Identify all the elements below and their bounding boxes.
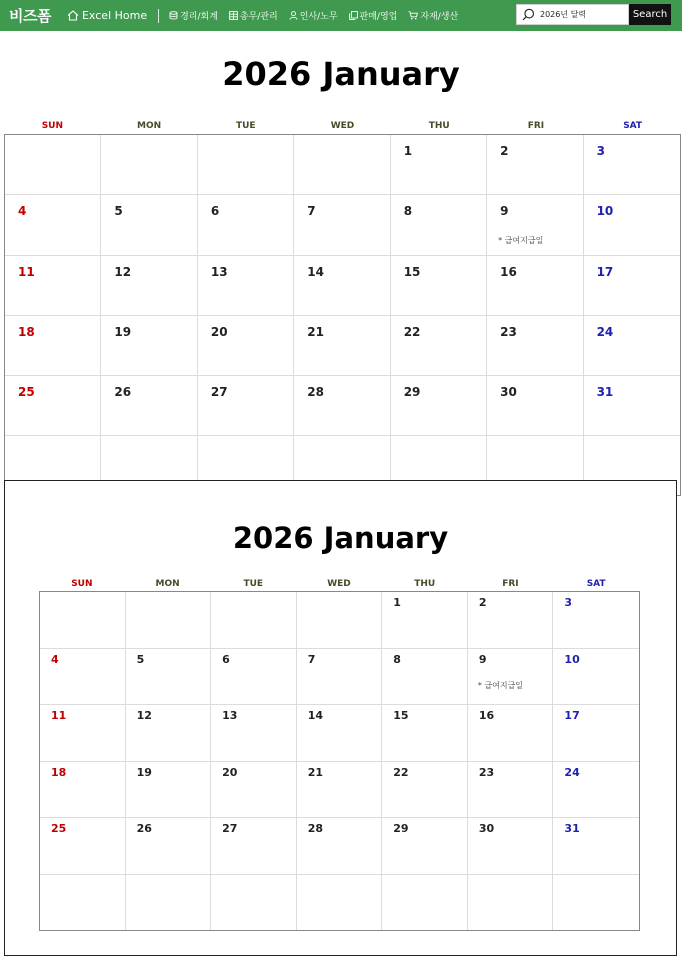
nav-accounting[interactable] [169, 9, 218, 22]
calendar-day-cell[interactable] [553, 875, 639, 931]
weekday-label: TUE [235, 121, 256, 131]
calendar-day-cell[interactable] [553, 818, 639, 875]
preview-weekday-header [39, 579, 639, 589]
day-number: 28 [307, 822, 324, 836]
day-number: 3 [564, 596, 573, 609]
day-number: 29 [403, 385, 421, 400]
day-number: 2 [500, 144, 509, 158]
calendar-day-cell[interactable] [294, 376, 390, 436]
calendar-day-cell[interactable] [126, 649, 212, 706]
calendar-grid [4, 134, 681, 496]
day-number: 30 [478, 822, 495, 836]
day-number: 13 [210, 264, 228, 279]
calendar-day-cell[interactable] [5, 376, 101, 436]
calendar-day-cell[interactable] [40, 875, 126, 931]
search-input[interactable] [540, 10, 620, 19]
weekday-label: THU [414, 579, 436, 589]
calendar-day-cell[interactable] [487, 376, 583, 436]
day-number: 13 [222, 709, 238, 723]
day-number: 27 [210, 385, 228, 400]
weekday-label: SUN [71, 579, 93, 589]
day-number: 26 [114, 385, 132, 400]
day-number: 22 [403, 324, 421, 339]
calendar-day-cell[interactable] [126, 875, 212, 931]
preview-calendar-title: 2026 January [232, 521, 449, 555]
nav-admin[interactable] [229, 9, 278, 22]
calendar-day-cell[interactable] [198, 316, 294, 376]
calendar-day-cell[interactable] [468, 649, 554, 706]
calendar-day-cell[interactable] [382, 875, 468, 931]
documents-icon [349, 11, 358, 20]
calendar-day-cell[interactable] [101, 135, 197, 195]
calendar-day-cell[interactable] [584, 316, 680, 376]
payday-memo: * 급여지급일 [498, 236, 544, 246]
calendar-day-cell[interactable] [553, 705, 639, 762]
weekday-label: MON [155, 579, 180, 589]
day-number: 4 [18, 204, 27, 219]
table-icon [229, 11, 238, 20]
calendar-day-cell[interactable] [584, 256, 680, 316]
calendar-day-cell[interactable] [553, 592, 639, 649]
calendar-day-cell[interactable] [297, 762, 383, 819]
calendar-day-cell[interactable] [101, 316, 197, 376]
weekday-label: SAT [586, 579, 606, 589]
person-icon [289, 11, 298, 20]
payday-memo: * 급여지급일 [477, 680, 524, 690]
calendar-day-cell[interactable] [211, 592, 297, 649]
calendar-day-cell[interactable] [198, 256, 294, 316]
database-icon [169, 11, 178, 20]
weekday-label: THU [428, 121, 450, 131]
search-icon [522, 8, 535, 21]
calendar-day-cell[interactable] [391, 135, 487, 195]
calendar-day-cell[interactable] [382, 818, 468, 875]
weekday-label: WED [330, 121, 355, 131]
day-number: 6 [222, 652, 230, 666]
calendar-day-cell[interactable] [126, 705, 212, 762]
site-logo[interactable]: 비즈폼 [9, 7, 51, 25]
calendar-day-cell[interactable] [297, 875, 383, 931]
day-number: 9 [500, 204, 509, 219]
top-nav-bar [0, 0, 682, 31]
calendar-day-cell[interactable] [391, 256, 487, 316]
calendar-day-cell[interactable] [198, 376, 294, 436]
day-number: 12 [136, 709, 152, 723]
calendar-day-cell[interactable] [297, 818, 383, 875]
calendar-day-cell[interactable] [382, 649, 468, 706]
nav-sales[interactable] [349, 9, 398, 22]
search-bar [516, 4, 671, 25]
calendar-day-cell[interactable] [5, 135, 101, 195]
day-number: 4 [51, 652, 59, 666]
calendar-day-cell[interactable] [382, 592, 468, 649]
calendar-day-cell[interactable] [40, 818, 126, 875]
day-number: 26 [136, 822, 152, 836]
day-number: 7 [307, 204, 316, 219]
day-number: 28 [307, 385, 324, 400]
calendar-day-cell[interactable] [198, 195, 294, 255]
day-number: 10 [564, 652, 580, 666]
calendar-day-cell[interactable] [211, 649, 297, 706]
nav-production[interactable] [408, 9, 458, 22]
day-number: 14 [307, 709, 324, 723]
day-number: 14 [307, 264, 324, 279]
calendar-day-cell[interactable] [297, 705, 383, 762]
search-button[interactable]: Search [629, 4, 671, 25]
search-box[interactable] [516, 4, 629, 25]
day-number: 5 [136, 652, 145, 666]
day-number: 24 [564, 765, 580, 779]
calendar-day-cell[interactable] [391, 376, 487, 436]
day-number: 17 [596, 264, 614, 279]
calendar-day-cell[interactable] [211, 705, 297, 762]
calendar-day-cell[interactable] [126, 818, 212, 875]
calendar-day-cell[interactable] [468, 875, 554, 931]
day-number: 19 [136, 765, 152, 779]
weekday-label: MON [136, 121, 162, 131]
cart-icon [408, 11, 418, 20]
calendar-day-cell[interactable] [294, 256, 390, 316]
day-number: 1 [403, 144, 413, 158]
day-number: 6 [210, 204, 220, 219]
day-number: 17 [564, 709, 580, 723]
calendar-day-cell[interactable] [101, 376, 197, 436]
calendar-day-cell[interactable] [468, 762, 554, 819]
weekday-header [4, 121, 681, 131]
calendar-day-cell[interactable] [553, 649, 639, 706]
weekday-label: WED [327, 579, 351, 589]
day-number: 1 [393, 596, 401, 609]
home-icon [67, 10, 79, 21]
day-number: 11 [51, 709, 67, 723]
calendar-day-cell[interactable] [391, 195, 487, 255]
calendar-day-cell[interactable] [391, 316, 487, 376]
calendar-day-cell[interactable] [584, 376, 680, 436]
day-number: 20 [210, 324, 228, 339]
day-number: 3 [596, 144, 605, 158]
day-number: 15 [393, 709, 409, 723]
calendar-day-cell[interactable] [468, 705, 554, 762]
day-number: 16 [478, 709, 495, 723]
calendar-day-cell[interactable] [40, 649, 126, 706]
day-number: 15 [403, 264, 421, 279]
day-number: 24 [596, 324, 614, 339]
day-number: 10 [596, 204, 614, 219]
calendar-day-cell[interactable] [5, 316, 101, 376]
calendar-day-cell[interactable] [211, 875, 297, 931]
calendar-day-cell[interactable] [40, 705, 126, 762]
day-number: 25 [18, 385, 35, 400]
calendar-day-cell[interactable] [553, 762, 639, 819]
day-number: 18 [51, 765, 67, 779]
calendar-day-cell[interactable] [487, 135, 583, 195]
day-number: 8 [393, 652, 401, 666]
day-number: 8 [403, 204, 413, 219]
day-number: 12 [114, 264, 132, 279]
calendar-day-cell[interactable] [297, 592, 383, 649]
calendar-day-cell[interactable] [5, 256, 101, 316]
day-number: 30 [500, 385, 517, 400]
print-preview-page [4, 480, 677, 956]
day-number: 23 [478, 765, 495, 779]
calendar-day-cell[interactable] [126, 762, 212, 819]
excel-home-link[interactable] [67, 9, 147, 22]
weekday-label: SAT [623, 121, 643, 131]
calendar-day-cell[interactable] [468, 592, 554, 649]
nav-divider [158, 9, 159, 23]
day-number: 31 [596, 385, 614, 400]
calendar-day-cell[interactable] [468, 818, 554, 875]
nav-admin-label: 총무/관리 [239, 12, 278, 22]
calendar-day-cell[interactable] [382, 762, 468, 819]
calendar-day-cell[interactable] [294, 135, 390, 195]
day-number: 16 [500, 264, 517, 279]
calendar-day-cell[interactable] [382, 705, 468, 762]
day-number: 19 [114, 324, 132, 339]
day-number: 23 [500, 324, 517, 339]
preview-calendar-grid [39, 591, 640, 931]
calendar-day-cell[interactable] [211, 818, 297, 875]
nav-sales-label: 판매/영업 [359, 12, 398, 22]
day-number: 31 [564, 822, 580, 836]
calendar-day-cell[interactable] [294, 316, 390, 376]
calendar-day-cell[interactable] [487, 195, 583, 255]
day-number: 29 [393, 822, 409, 836]
excel-home-label: Excel Home [81, 9, 148, 22]
calendar-day-cell[interactable] [40, 762, 126, 819]
day-number: 7 [307, 652, 316, 666]
day-number: 25 [51, 822, 67, 836]
nav-production-label: 자재/생산 [420, 12, 459, 22]
day-number: 21 [307, 765, 324, 779]
calendar-day-cell[interactable] [40, 592, 126, 649]
calendar-day-cell[interactable] [584, 135, 680, 195]
day-number: 2 [478, 596, 487, 609]
calendar-day-cell[interactable] [126, 592, 212, 649]
calendar-day-cell[interactable] [101, 256, 197, 316]
weekday-label: SUN [41, 121, 64, 131]
weekday-label: TUE [243, 579, 264, 589]
calendar-day-cell[interactable] [198, 135, 294, 195]
day-number: 5 [114, 204, 123, 219]
day-number: 11 [18, 264, 35, 279]
calendar-day-cell[interactable] [487, 256, 583, 316]
day-number: 22 [393, 765, 409, 779]
calendar-day-cell[interactable] [101, 195, 197, 255]
calendar-day-cell[interactable] [487, 316, 583, 376]
calendar-day-cell[interactable] [584, 195, 680, 255]
day-number: 21 [307, 324, 324, 339]
calendar-day-cell[interactable] [211, 762, 297, 819]
nav-hr-label: 인사/노무 [299, 12, 338, 22]
nav-hr[interactable] [289, 9, 338, 22]
day-number: 27 [222, 822, 238, 836]
calendar-day-cell[interactable] [5, 195, 101, 255]
nav-accounting-label: 경리/회계 [180, 12, 218, 22]
day-number: 9 [478, 652, 487, 666]
calendar-day-cell[interactable] [297, 649, 383, 706]
calendar-title: 2026 January [222, 55, 460, 93]
weekday-label: FRI [502, 579, 519, 589]
calendar-day-cell[interactable] [294, 195, 390, 255]
day-number: 20 [222, 765, 238, 779]
weekday-label: FRI [527, 121, 545, 131]
day-number: 18 [18, 324, 35, 339]
